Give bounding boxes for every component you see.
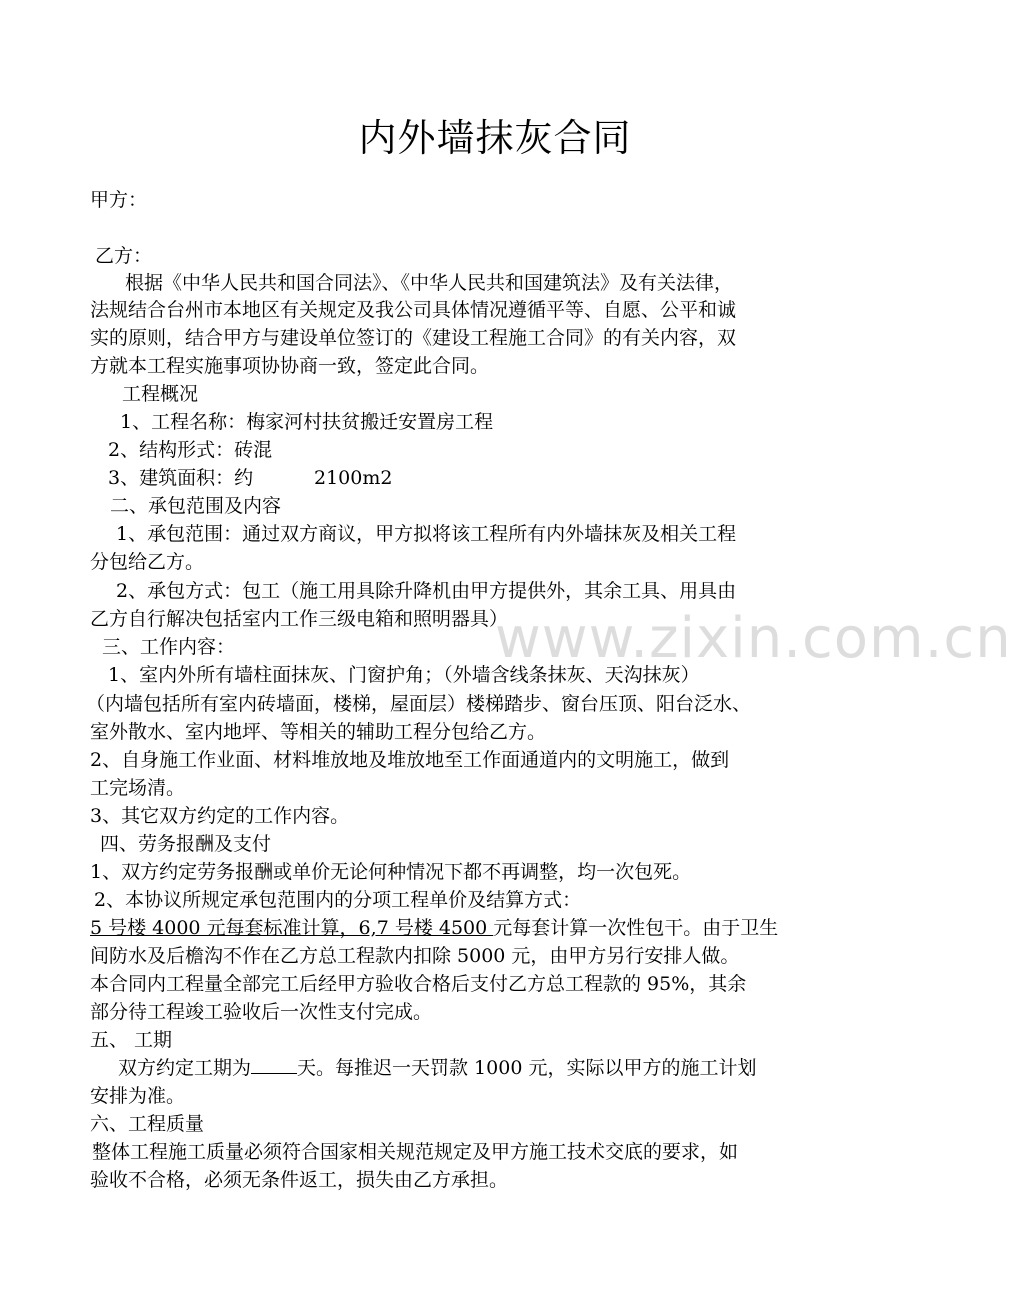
work-item-line: 3、其它双方约定的工作内容。	[90, 805, 350, 827]
schedule-text: 天。每推迟一天罚款 1000 元，实际以甲方的施工计划	[297, 1057, 757, 1079]
section-heading: 五、 工期	[90, 1029, 173, 1051]
work-item-line: 1、室内外所有墙柱面抹灰、门窗护角；（外墙含线条抹灰、天沟抹灰）	[108, 664, 700, 686]
project-name: 1、工程名称：梅家河村扶贫搬迁安置房工程	[120, 411, 494, 433]
price-line	[90, 914, 778, 942]
days-blank	[251, 1054, 297, 1074]
document-title: 内外墙抹灰合同	[358, 116, 632, 160]
intro-line: 根据《中华人民共和国合同法》、《中华人民共和国建筑法》及有关法律，	[125, 272, 734, 294]
section-heading: 二、承包范围及内容	[110, 495, 282, 517]
schedule-line: 安排为准。	[90, 1085, 186, 1107]
scope-line: 1、承包范围：通过双方商议，甲方拟将该工程所有内外墙抹灰及相关工程	[116, 523, 737, 545]
area-value: 2100m2	[314, 467, 393, 489]
party-b-label: 乙方：	[95, 245, 153, 267]
payment-line: 本合同内工程量全部完工后经甲方验收合格后支付乙方总工程款的 95%，其余	[90, 973, 747, 995]
mode-line: 2、承包方式：包工（施工用具除升降机由甲方提供外，其余工具、用具由	[116, 580, 737, 602]
work-item-line: （内墙包括所有室内砖墙面，楼梯，屋面层）楼梯踏步、窗台压顶、阳台泛水、	[86, 693, 752, 715]
payment-line: 2、本协议所规定承包范围内的分项工程单价及结算方式：	[94, 889, 582, 911]
intro-line: 方就本工程实施事项协协商一致，签定此合同。	[90, 355, 490, 377]
payment-line: 1、双方约定劳务报酬或单价无论何种情况下都不再调整，均一次包死。	[90, 861, 692, 883]
schedule-line	[118, 1054, 756, 1082]
mode-line: 乙方自行解决包括室内工作三级电箱和照明器具）	[90, 608, 509, 630]
schedule-text: 双方约定工期为	[118, 1057, 252, 1079]
quality-line: 验收不合格，必须无条件返工，损失由乙方承担。	[90, 1169, 509, 1191]
scope-line: 分包给乙方。	[90, 551, 205, 573]
section-heading: 四、劳务报酬及支付	[100, 833, 272, 855]
intro-line: 实的原则，结合甲方与建设单位签订的《建设工程施工合同》的有关内容，双	[90, 327, 737, 349]
watermark: www.zixin.com.cn	[495, 606, 1012, 671]
section-heading: 工程概况	[122, 383, 199, 405]
work-item-line: 工完场清。	[90, 777, 186, 799]
payment-line: 部分待工程竣工验收后一次性支付完成。	[90, 1001, 433, 1023]
structure-type: 2、结构形式：砖混	[108, 439, 273, 461]
price-rest: 元每套计算一次性包干。由于卫生	[493, 917, 779, 939]
section-heading: 三、工作内容：	[102, 636, 236, 658]
intro-line: 法规结合台州市本地区有关规定及我公司具体情况遵循平等、自愿、公平和诚	[90, 299, 737, 321]
price-line: 间防水及后檐沟不作在乙方总工程款内扣除 5000 元，由甲方另行安排人做。	[90, 945, 740, 967]
section-heading: 六、工程质量	[90, 1113, 205, 1135]
price-underlined: 5 号楼 4000 元每套标准计算，6,7 号楼 4500	[90, 917, 494, 939]
area-label: 3、建筑面积：约	[108, 467, 254, 489]
work-item-line: 室外散水、室内地坪、等相关的辅助工程分包给乙方。	[90, 721, 547, 743]
work-item-line: 2、自身施工作业面、材料堆放地及堆放地至工作面通道内的文明施工，做到	[90, 749, 730, 771]
party-a-label: 甲方：	[90, 189, 148, 211]
quality-line: 整体工程施工质量必须符合国家相关规范规定及甲方施工技术交底的要求，如	[92, 1141, 739, 1163]
